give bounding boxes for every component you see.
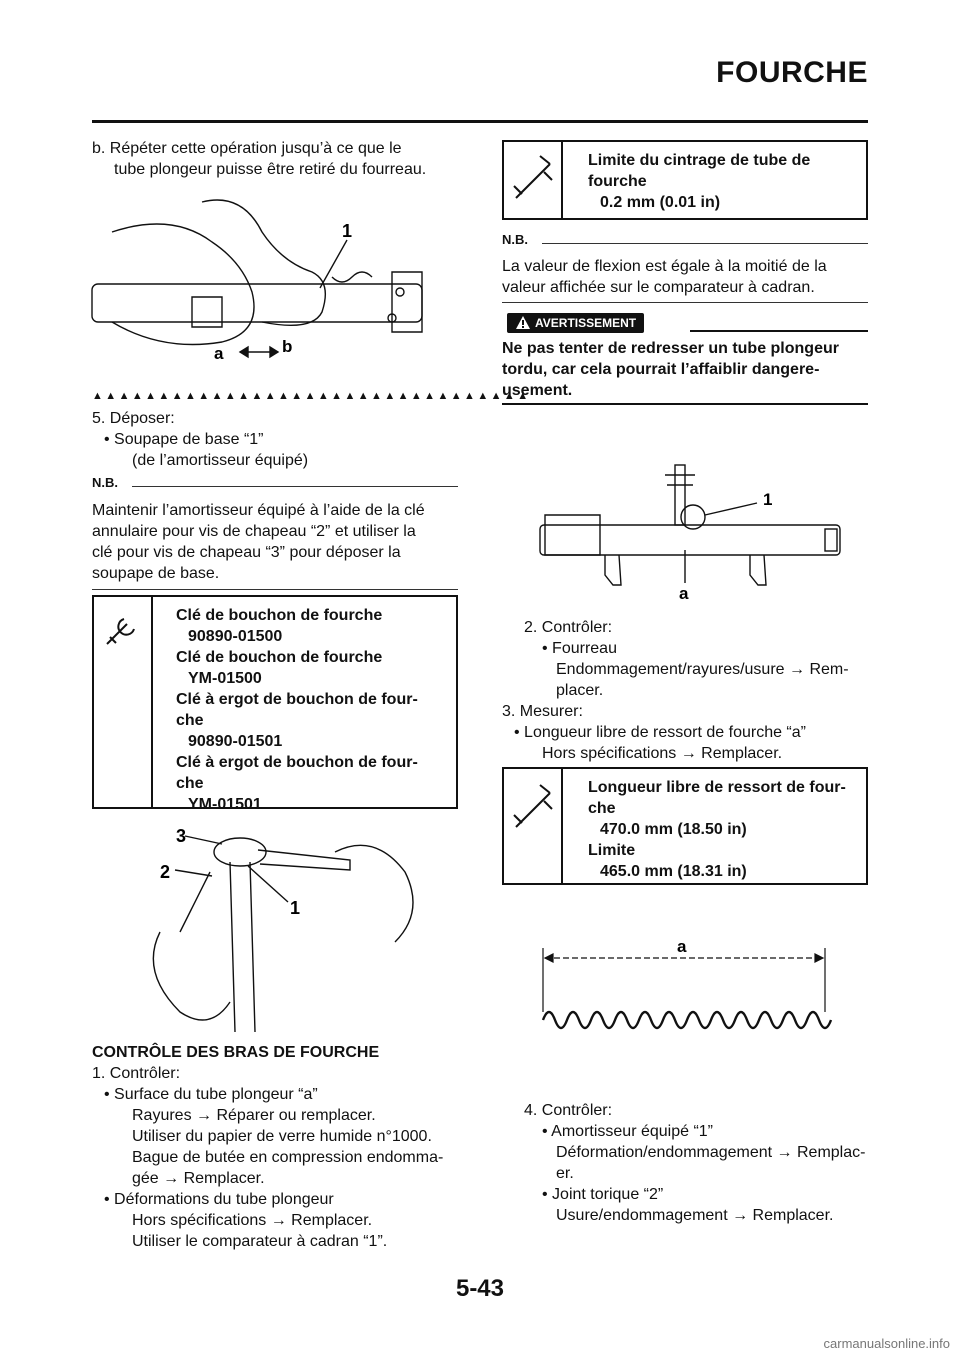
limit-line-2: fourche: [588, 173, 647, 190]
warning-line-1: Ne pas tenter de redresser un tube plongeur: [502, 340, 839, 357]
page-title: FOURCHE: [716, 56, 868, 89]
limit-box-divider: [561, 142, 563, 218]
nb-left-line-3: clé pour vis de chapeau “3” pour déposer la: [92, 544, 401, 561]
stand-arm: [665, 475, 695, 485]
step-2-detail-2: placer.: [556, 682, 604, 699]
cap-bolt: [214, 838, 266, 866]
step-5: [92, 408, 462, 471]
tool-2-name: Clé de bouchon de fourche: [176, 649, 383, 666]
fig1-label-b: b: [282, 337, 293, 356]
figure-base-valve-removal: [150, 822, 440, 1032]
check-line-7: • Déformations du tube plongeur: [104, 1191, 334, 1208]
gauge-stand: [675, 465, 685, 525]
warning-text: [502, 338, 872, 401]
step-2-title: 2. Contrôler:: [524, 619, 613, 636]
spring-content: [588, 777, 868, 882]
fork-bottom: [545, 515, 600, 555]
header-rule: [92, 120, 868, 123]
fig2-label-1: 1: [290, 898, 301, 918]
step-4-bullet-1: • Amortisseur équipé “1”: [542, 1123, 714, 1140]
step-5-bullet: • Soupape de base “1”: [104, 431, 264, 448]
step-4-detail-3: Usure/endommagement → Remplacer.: [556, 1207, 834, 1224]
check-line-6: gée → Remplacer.: [132, 1170, 265, 1187]
figure-tube-removal: [92, 192, 432, 372]
tool-4-name: Clé à ergot de bouchon de four-: [176, 754, 418, 771]
slider-collar: [332, 272, 372, 282]
warning-label: AVERTISSEMENT: [535, 316, 637, 330]
ring-wrench: [180, 872, 210, 932]
fig4-label-a: a: [677, 937, 687, 956]
nb-end-rule-right: [502, 302, 868, 303]
step-4-title: 4. Contrôler:: [524, 1102, 613, 1119]
leader-1b: [248, 866, 288, 902]
figure-dial-gauge: [535, 445, 845, 605]
fig1-label-a: a: [214, 344, 224, 363]
fig2-label-2: 2: [160, 862, 171, 882]
nb-label-left: N.B.: [92, 475, 118, 490]
step-4: [502, 1100, 872, 1226]
nb-right-line-2: valeur affichée sur le comparateur à cadran.: [502, 279, 815, 296]
step-5-title: 5. Déposer:: [92, 410, 175, 427]
v-block-right: [750, 555, 766, 585]
leader-1: [320, 240, 347, 288]
check-line-4: Utiliser du papier de verre humide n°1000.: [132, 1128, 432, 1145]
tool-box: [92, 595, 458, 813]
fig3-label-a: a: [679, 584, 689, 603]
nb-end-rule-left: [92, 589, 458, 590]
spring-value-2: 465.0 mm (18.31 in): [600, 863, 747, 880]
caliper-icon: [510, 150, 556, 206]
hand-right: [202, 200, 325, 325]
tool-3-code: 90890-01501: [188, 733, 283, 750]
nb-label-right: N.B.: [502, 232, 528, 247]
tool-3-name: Clé à ergot de bouchon de four-: [176, 691, 418, 708]
caliper-icon-2: [510, 779, 556, 835]
spring-value-1: 470.0 mm (18.50 in): [600, 821, 747, 838]
step-4-detail-1: Déformation/endommagement → Remplac-: [556, 1144, 866, 1161]
step-5-note: (de l’amortisseur équipé): [132, 452, 309, 469]
check-list: [92, 1063, 472, 1252]
tool-1-code: 90890-01500: [188, 628, 283, 645]
step-2-bullet: • Fourreau: [542, 640, 617, 657]
step-3-bullet: • Longueur libre de ressort de fourche “a”: [514, 724, 806, 741]
tool-3-name-cont: che: [176, 712, 204, 729]
leader-dial: [705, 503, 757, 515]
leader-3: [185, 836, 222, 844]
limit-value: 0.2 mm (0.01 in): [600, 194, 721, 211]
tool-list: [176, 605, 456, 815]
check-line-9: Utiliser le comparateur à cadran “1”.: [132, 1233, 388, 1250]
spring-coils: [543, 1012, 831, 1028]
limit-box: [502, 140, 868, 220]
check-line-5: Bague de butée en compression endomma-: [132, 1149, 444, 1166]
hand-left-2: [153, 932, 230, 1020]
warning-end-rule: [502, 403, 868, 405]
tube-outline: [92, 284, 422, 322]
fig1-label-1: 1: [342, 221, 353, 241]
step-b-line-2: tube plongeur puisse être retiré du fourreau.: [114, 161, 427, 178]
warning-rule: [690, 330, 868, 332]
nb-right-line-1: La valeur de flexion est égale à la moitié de la: [502, 258, 827, 275]
steps-right: [502, 617, 872, 764]
spring-box-divider: [561, 769, 563, 883]
warning-line-3: usement.: [502, 382, 573, 399]
tube-on-blocks: [540, 525, 840, 555]
v-block-left: [605, 555, 621, 585]
step-b-line-1: b. Répéter cette opération jusqu’à ce que le: [92, 140, 402, 157]
tool-box-divider: [151, 597, 153, 807]
step-b: [92, 138, 462, 180]
nb-rule-left: [132, 486, 458, 487]
fig3-label-1: 1: [763, 490, 773, 509]
fork-tube: [230, 862, 255, 1032]
nb-left-line-2: annulaire pour vis de chapeau “2” et utiliser la: [92, 523, 416, 540]
check-line-3: Rayures → Réparer ou remplacer.: [132, 1107, 376, 1124]
nb-text-left: [92, 500, 462, 584]
check-line-2: • Surface du tube plongeur “a”: [104, 1086, 318, 1103]
nb-rule-right: [542, 243, 868, 244]
section-title: CONTRÔLE DES BRAS DE FOURCHE: [92, 1044, 380, 1061]
bolt-1: [396, 288, 404, 296]
tool-2-code: YM-01500: [188, 670, 262, 687]
spring-box: [502, 767, 868, 885]
tool-1-name: Clé de bouchon de fourche: [176, 607, 383, 624]
check-line-8: Hors spécifications → Remplacer.: [132, 1212, 373, 1229]
nb-left-line-4: soupape de base.: [92, 565, 220, 582]
step-3-detail: Hors spécifications → Remplacer.: [542, 745, 783, 762]
tool-4-name-cont: che: [176, 775, 204, 792]
warning-icon: [515, 315, 531, 330]
fig2-label-3: 3: [176, 826, 187, 846]
tube-end: [825, 529, 837, 551]
end-markers: ▲▲▲▲▲▲▲▲▲▲▲▲▲▲▲▲▲▲▲▲▲▲▲▲▲▲▲▲▲▲▲▲▲: [92, 390, 531, 402]
figure-spring: [535, 937, 835, 1050]
fork-end: [392, 272, 422, 332]
page-number: 5-43: [455, 1275, 505, 1302]
spring-line-2: che: [588, 800, 616, 817]
step-4-bullet-2: • Joint torique “2”: [542, 1186, 664, 1203]
step-2-detail-1: Endommagement/rayures/usure → Rem-: [556, 661, 849, 678]
spring-line-1: Longueur libre de ressort de four-: [588, 779, 846, 796]
step-3-title: 3. Mesurer:: [502, 703, 583, 720]
leader-2: [175, 870, 212, 876]
spring-limit-label: Limite: [588, 842, 636, 859]
limit-content: [588, 150, 864, 213]
wrench-icon: [102, 607, 144, 649]
warning-line-2: tordu, car cela pourrait l’affaiblir dangere-: [502, 361, 820, 378]
wrench-handle: [258, 850, 350, 870]
check-line-1: 1. Contrôler:: [92, 1065, 181, 1082]
tool-4-code: YM-01501: [188, 796, 262, 813]
step-4-detail-2: er.: [556, 1165, 574, 1182]
watermark: carmanualsonline.info: [823, 1336, 950, 1351]
limit-line-1: Limite du cintrage de tube de: [588, 152, 811, 169]
nb-text-right: [502, 256, 872, 298]
nb-left-line-1: Maintenir l’amortisseur équipé à l’aide de la clé: [92, 502, 425, 519]
